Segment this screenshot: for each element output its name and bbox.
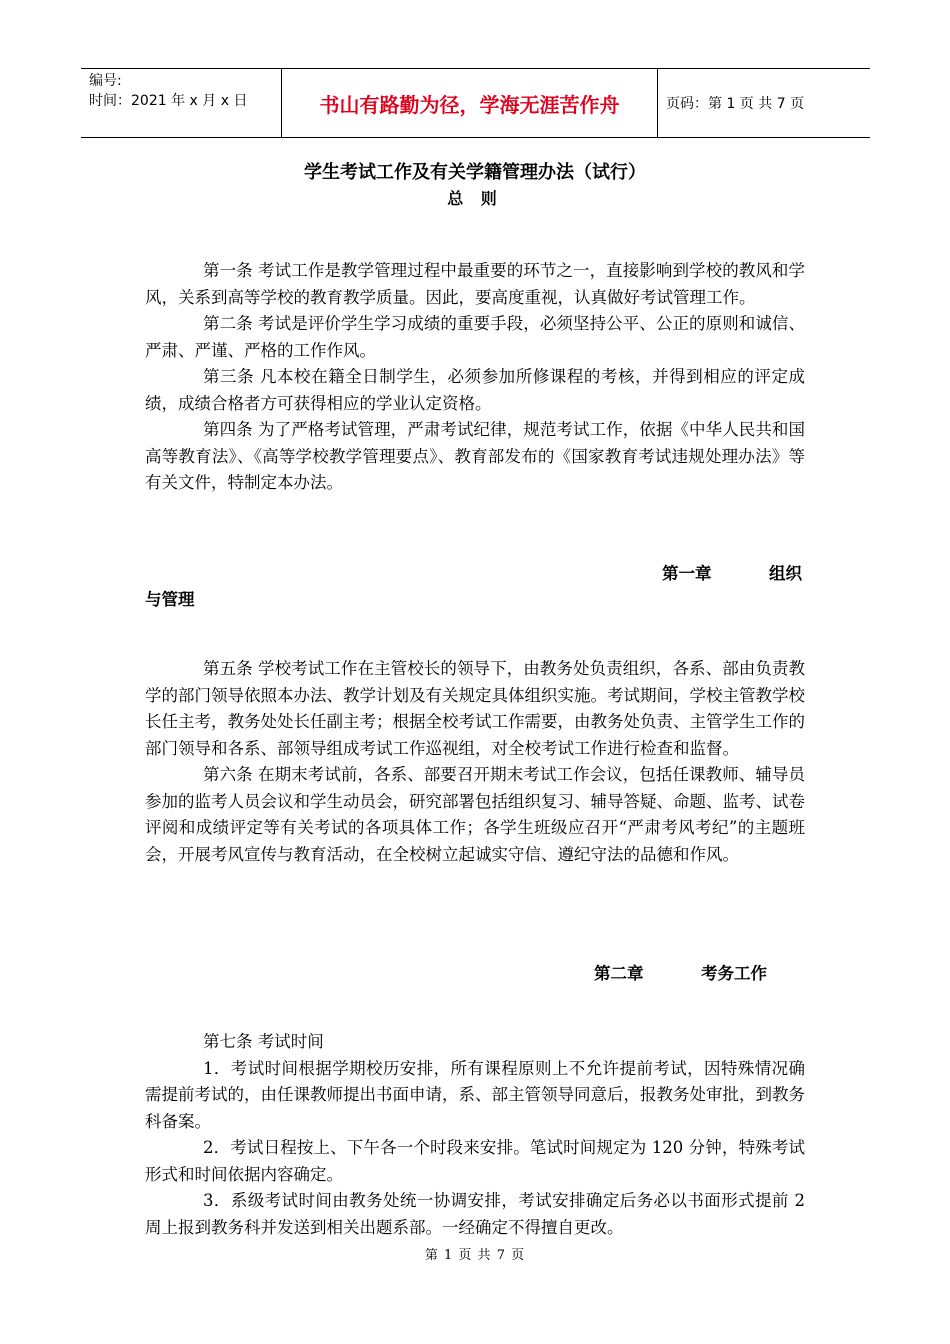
article-4: 第四条 为了严格考试管理，严肃考试纪律，规范考试工作，依据《中华人民共和国高等教育法》、《高等学校教学管理要点》、教育部发布的《国家教育考试违规处理办法》等有关文件，特制定本办法。: [145, 420, 805, 492]
article-7-item-3: 3．系级考试时间由教务处统一协调安排，考试安排确定后务必以书面形式提前 2 周上报到教务科并发送到相关出题系部。一经确定不得擅自更改。: [145, 1191, 805, 1237]
article-7-item-2: 2．考试日程按上、下午各一个时段来安排。笔试时间规定为 120 分钟，特殊考试形式和时间依据内容确定。: [145, 1138, 805, 1184]
chapter2-body: [145, 1029, 805, 1241]
header-table: [81, 68, 870, 138]
chapter1-heading: 第一章 组织: [662, 564, 802, 583]
time-label: 时间：2021 年 x 月 x 日: [89, 93, 248, 109]
document-title: 学生考试工作及有关学籍管理办法（试行）: [304, 162, 646, 183]
article-2: 第二条 考试是评价学生学习成绩的重要手段，必须坚持公平、公正的原则和诚信、严肃、严谨、严格的工作作风。: [145, 314, 805, 360]
chapter1-heading-continued: 与管理: [145, 590, 195, 609]
section-subtitle: 总 则: [447, 189, 503, 208]
chapter2-heading: 第二章 考务工作: [594, 964, 767, 983]
article-7: 第七条 考试时间: [203, 1032, 324, 1051]
page-info: 页码：第 1 页 共 7 页: [666, 96, 805, 112]
page-footer: 第 1 页 共 7 页: [424, 1248, 526, 1263]
general-provisions: [145, 258, 805, 497]
number-label: 编号:: [89, 73, 122, 89]
article-7-item-1: 1．考试时间根据学期校历安排，所有课程原则上不允许提前考试，因特殊情况确需提前考试的，由任课教师提出书面申请，系、部主管领导同意后，报教务处审批，到教务科备案。: [145, 1058, 805, 1131]
article-6: 第六条 在期末考试前，各系、部要召开期末考试工作会议，包括任课教师、辅导员参加的监考人员会议和学生动员会，研究部署包括组织复习、辅导答疑、命题、监考、试卷评阅和成绩评定等有关考试的各项具体工作；各学生班级应召开“严肃考风考纪”的主题班会，开展考风宣传与教育活动，在全校树立起诚实守信、遵纪守法的品德和作风。: [145, 765, 805, 864]
motto: 书山有路勤为径，学海无涯苦作舟: [281, 69, 658, 137]
header-left-cell: [81, 69, 281, 137]
article-5: 第五条 学校考试工作在主管校长的领导下，由教务处负责组织，各系、部由负责教学的部门领导依照本办法、教学计划及有关规定具体组织实施。考试期间，学校主管教学校长任主考，教务处处长任副主考；根据全校考试工作需要，由教务处负责、主管学生工作的部门领导和各系、部领导组成考试工作巡视组，对全校考试工作进行检查和监督。: [145, 659, 805, 758]
chapter1-body: [145, 656, 805, 868]
article-3: 第三条 凡本校在籍全日制学生，必须参加所修课程的考核，并得到相应的评定成绩，成绩合格者方可获得相应的学业认定资格。: [145, 367, 805, 413]
article-1: 第一条 考试工作是教学管理过程中最重要的环节之一，直接影响到学校的教风和学风，关系到高等学校的教育教学质量。因此，要高度重视，认真做好考试管理工作。: [145, 261, 805, 307]
